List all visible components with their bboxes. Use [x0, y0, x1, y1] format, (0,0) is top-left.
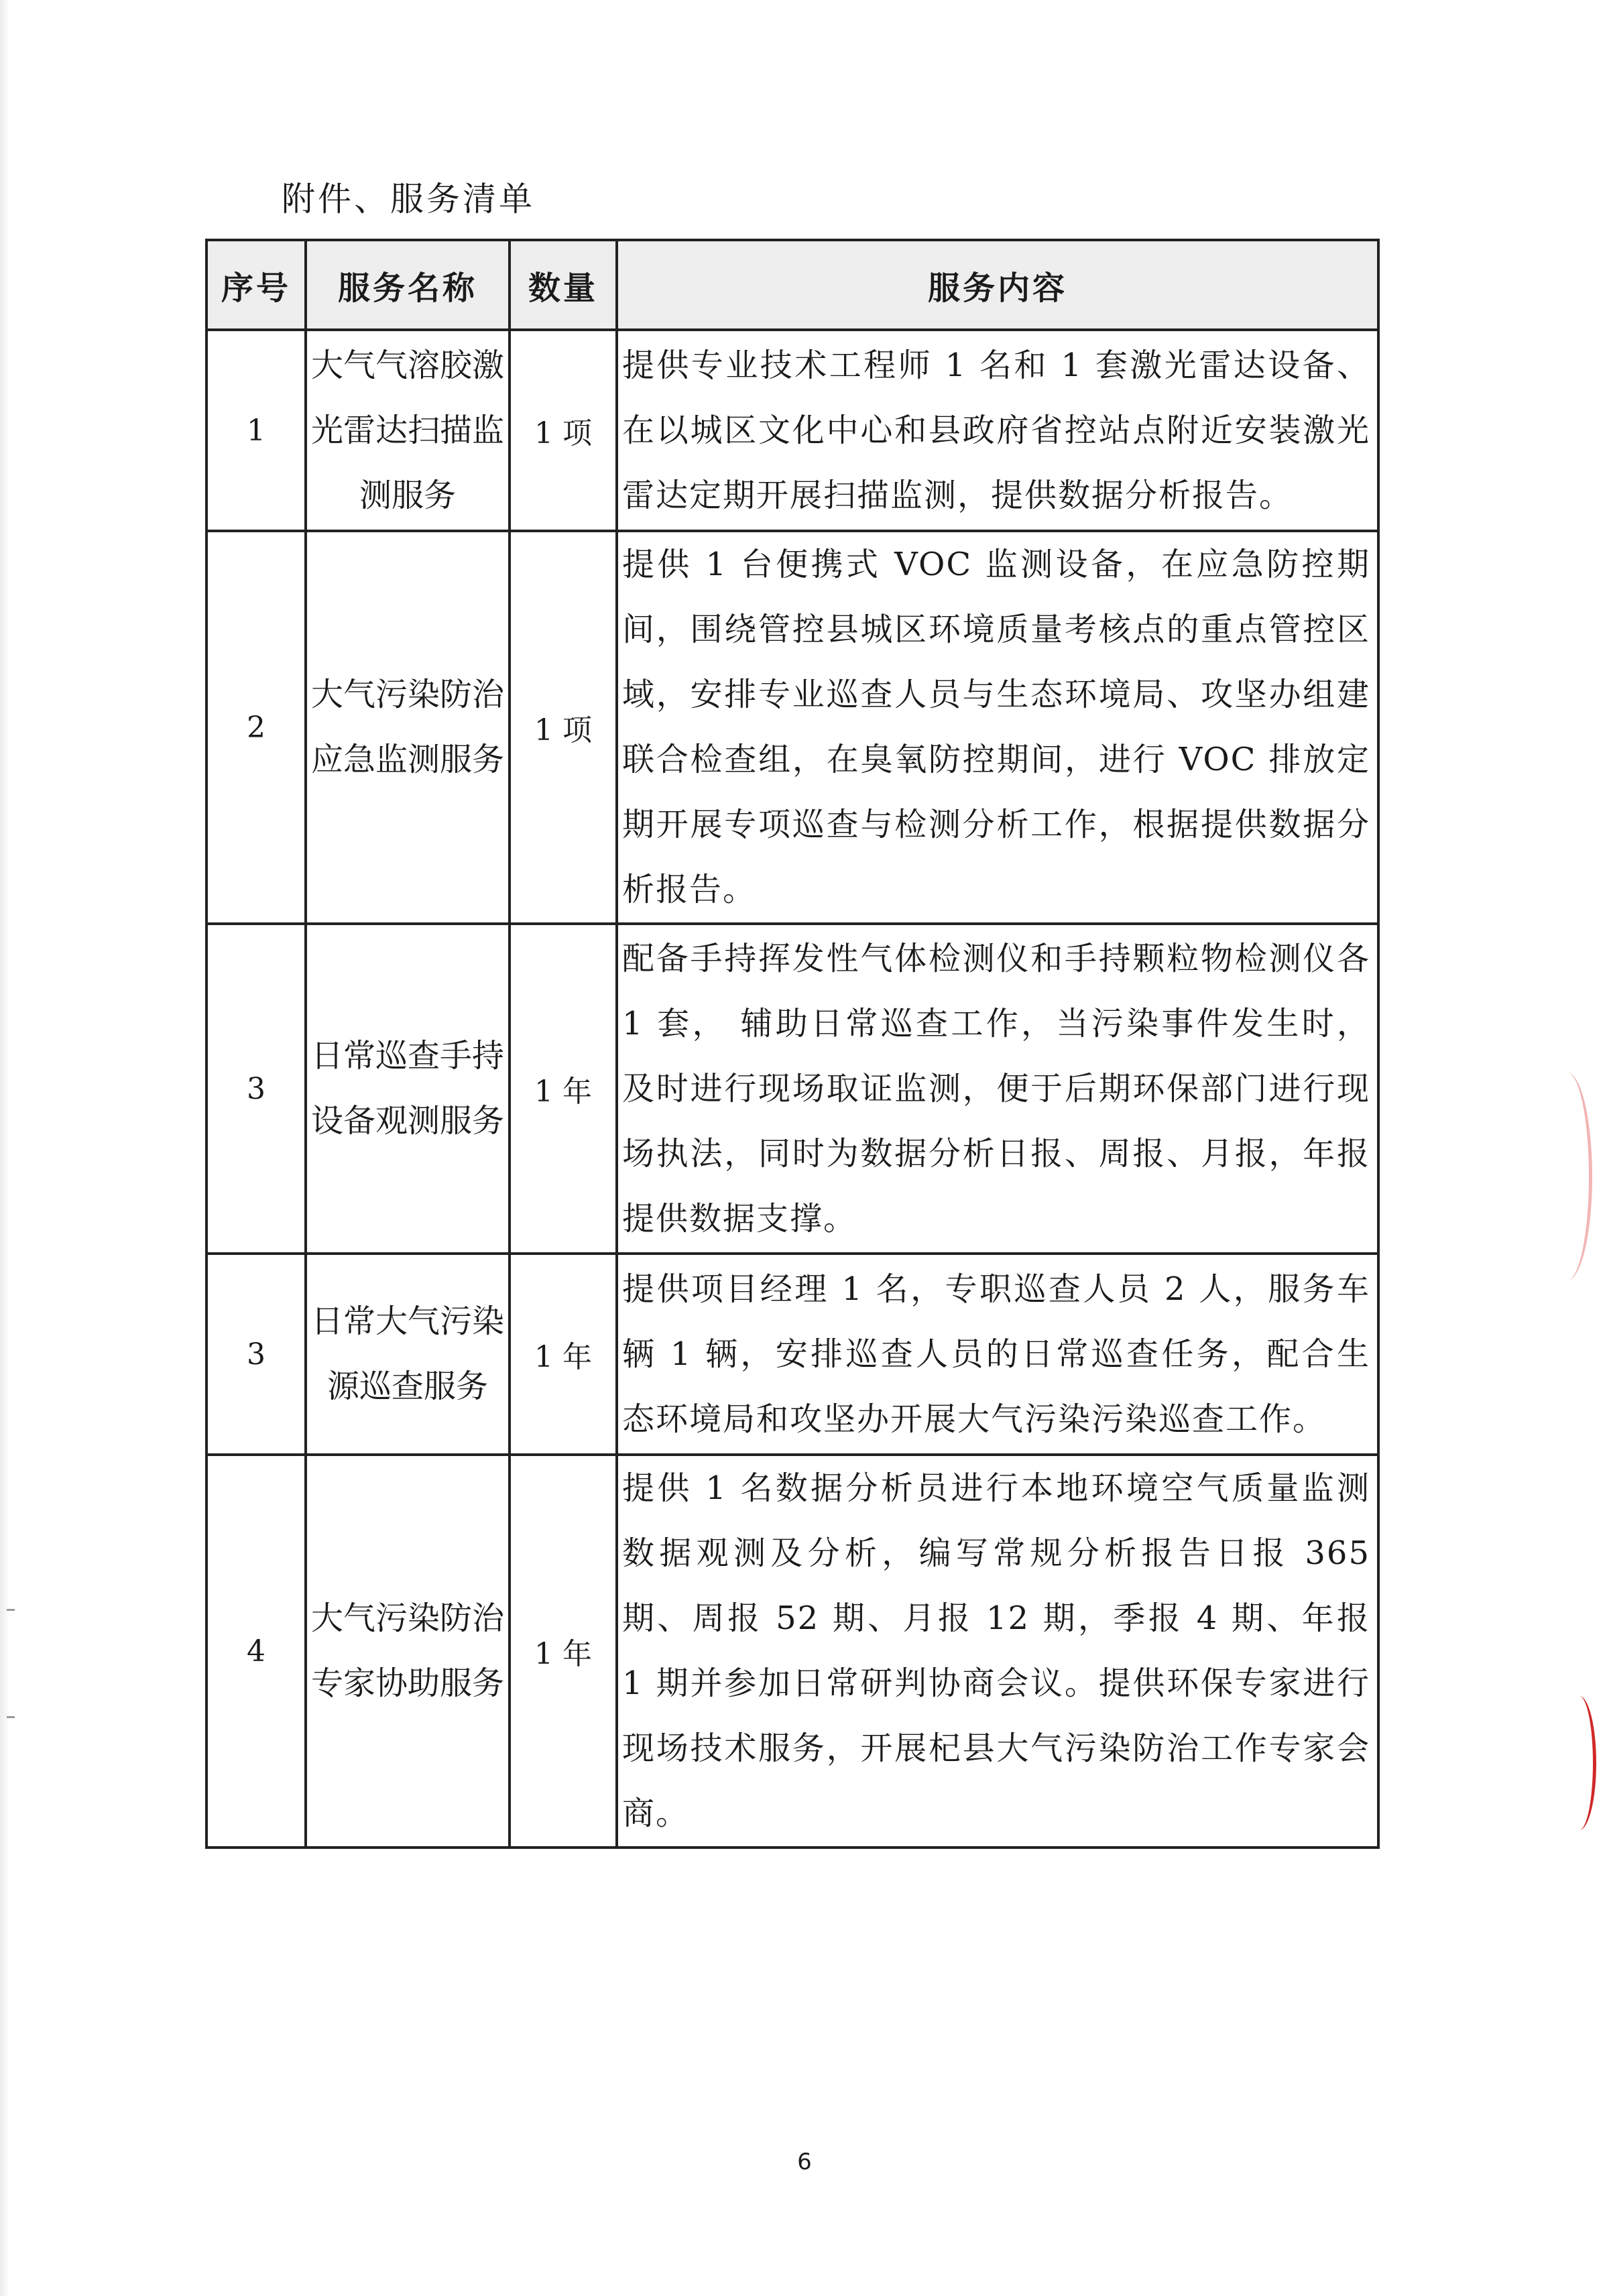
header-content: 服务内容 — [617, 240, 1378, 330]
row-quantity: 1 年 — [510, 1254, 617, 1455]
table-row — [206, 924, 1378, 1254]
table-row — [206, 1254, 1378, 1455]
row-service-content: 提供 1 台便携式 VOC 监测设备，在应急防控期间，围绕管控县城区环境质量考核点的重点管控区域，安排专业巡查人员与生态环境局、攻坚办组建联合检查组，在臭氧防控期间，进行 VOC 排放定期开展专项巡查与检测分析工作，根据提供数据分析报告。 — [617, 531, 1378, 924]
row-quantity: 1 年 — [510, 1455, 617, 1848]
row-service-name: 日常大气污染源巡查服务 — [306, 1254, 510, 1455]
service-list-table — [205, 239, 1380, 1849]
table-row — [206, 330, 1378, 531]
table-row — [206, 1455, 1378, 1848]
row-service-name: 大气污染防治专家协助服务 — [306, 1455, 510, 1848]
document-heading: 附件、服务清单 — [282, 180, 535, 219]
row-no: 1 — [206, 330, 306, 531]
scan-speck — [7, 1716, 15, 1718]
row-quantity: 1 项 — [510, 531, 617, 924]
row-no: 3 — [206, 924, 306, 1254]
header-name: 服务名称 — [306, 240, 510, 330]
table-header-row — [206, 240, 1378, 330]
seal-fragment-lower — [1562, 1696, 1596, 1830]
row-no: 4 — [206, 1455, 306, 1848]
page-number: 6 — [797, 2149, 812, 2175]
row-no: 2 — [206, 531, 306, 924]
scan-page-edge — [0, 0, 9, 2296]
row-service-content: 提供专业技术工程师 1 名和 1 套激光雷达设备、在以城区文化中心和县政府省控站点附近安装激光雷达定期开展扫描监测，提供数据分析报告。 — [617, 330, 1378, 531]
row-service-name: 大气污染防治应急监测服务 — [306, 531, 510, 924]
row-service-name: 大气气溶胶激光雷达扫描监测服务 — [306, 330, 510, 531]
scan-speck — [7, 1609, 15, 1611]
header-no: 序号 — [206, 240, 306, 330]
row-service-name: 日常巡查手持设备观测服务 — [306, 924, 510, 1254]
row-no: 3 — [206, 1254, 306, 1455]
row-service-content: 提供项目经理 1 名，专职巡查人员 2 人，服务车辆 1 辆，安排巡查人员的日常巡查任务，配合生态环境局和攻坚办开展大气污染污染巡查工作。 — [617, 1254, 1378, 1455]
row-service-content: 配备手持挥发性气体检测仪和手持颗粒物检测仪各 1 套， 辅助日常巡查工作，当污染事件发生时，及时进行现场取证监测，便于后期环保部门进行现场执法，同时为数据分析日报、周报、月报，年报提供数据支撑。 — [617, 924, 1378, 1254]
table-row — [206, 531, 1378, 924]
row-service-content: 提供 1 名数据分析员进行本地环境空气质量监测数据观测及分析，编写常规分析报告日报 365 期、周报 52 期、月报 12 期，季报 4 期、年报 1 期并参加日常研判协商会议。提供环保专家进行现场技术服务，开展杞县大气污染防治工作专家会商。 — [617, 1455, 1378, 1848]
header-qty: 数量 — [510, 240, 617, 330]
row-quantity: 1 项 — [510, 330, 617, 531]
seal-fragment-upper — [1542, 1073, 1592, 1280]
row-quantity: 1 年 — [510, 924, 617, 1254]
